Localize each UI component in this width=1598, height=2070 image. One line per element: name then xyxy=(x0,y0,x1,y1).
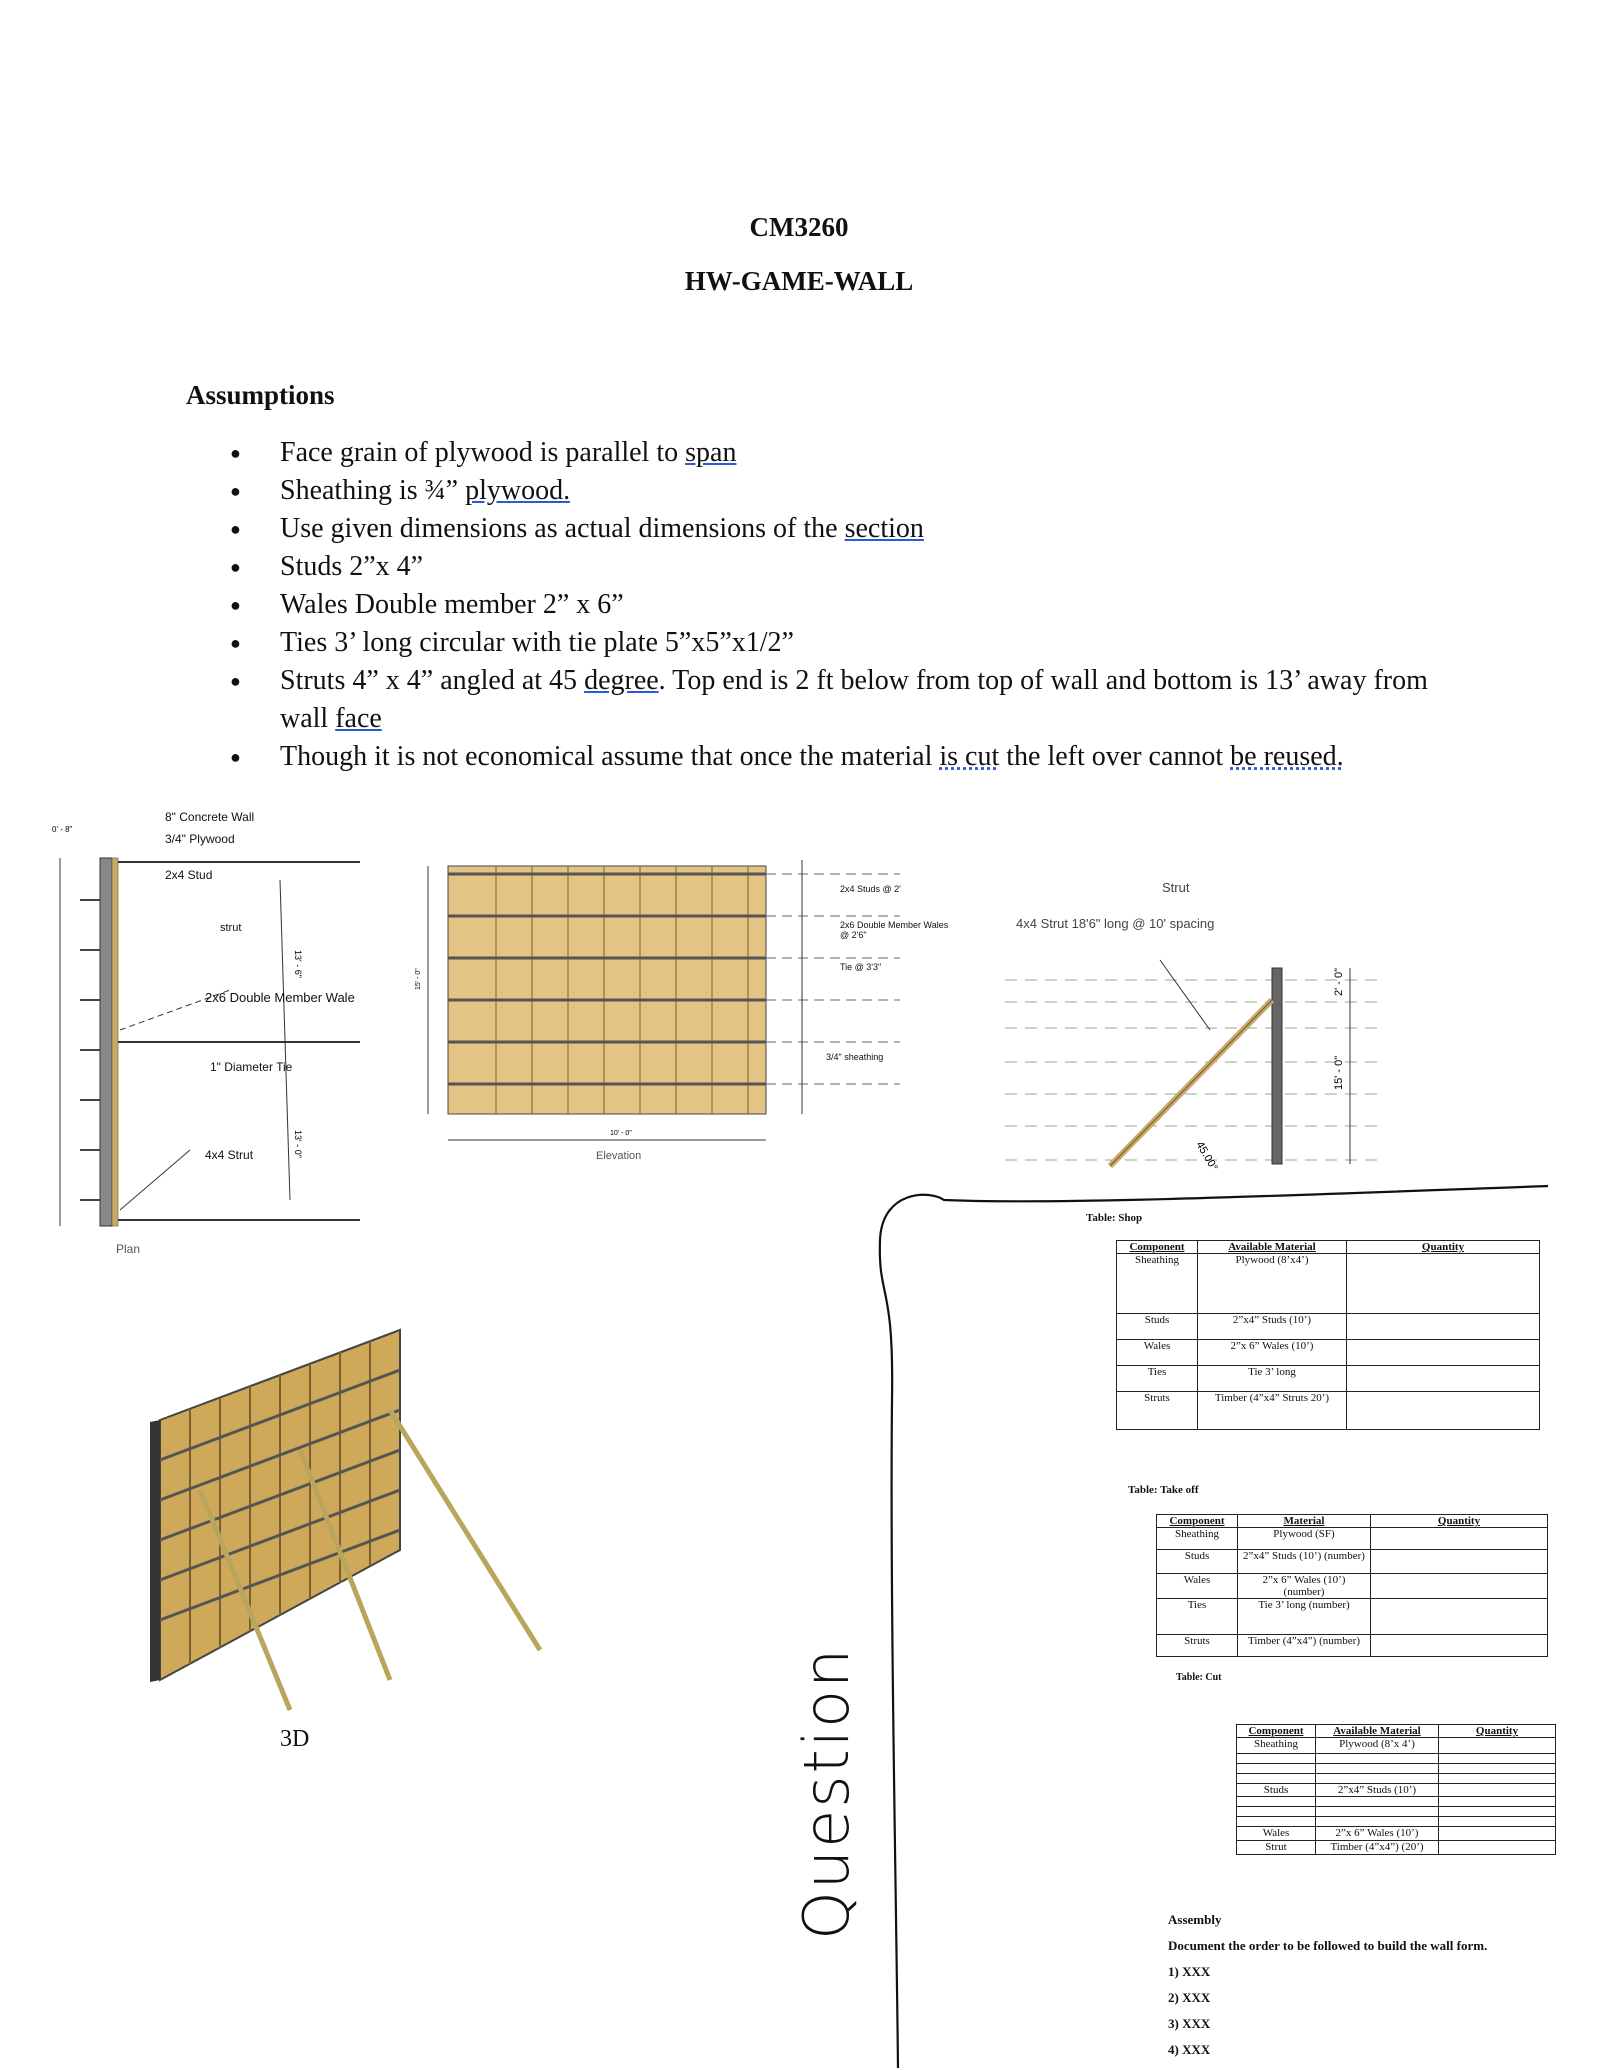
table-row xyxy=(1237,1797,1556,1807)
plan-label-wale: 2x6 Double Member Wale xyxy=(205,990,355,1005)
table-row: Sheathing Plywood (8’x 4’) xyxy=(1237,1738,1556,1754)
table-row xyxy=(1237,1807,1556,1817)
cut-table xyxy=(1236,1724,1556,1855)
assembly-step: 4) XXX xyxy=(1168,2042,1211,2057)
strut-dim-text: 2' - 0" xyxy=(1333,967,1345,996)
table-row xyxy=(1237,1817,1556,1827)
takeoff-table-caption: Table: Take off xyxy=(1128,1484,1199,1496)
assumption-item: ● Though it is not economical assume that once the material is cut the left over cannot be reused. xyxy=(230,738,1430,776)
elevation-label-wales: 2x6 Double Member Wales @ 2'6" xyxy=(840,920,949,940)
elevation-label-sheathing: 3/4" sheathing xyxy=(826,1052,884,1062)
takeoff-header: Material xyxy=(1238,1515,1371,1528)
elevation-caption: Elevation xyxy=(596,1150,642,1162)
assumptions-heading: Assumptions xyxy=(186,380,335,410)
assumption-item: ● Struts 4” x 4” angled at 45 degree. Top end is 2 ft below from top of wall and bottom is 13’ away from wall face xyxy=(230,662,1430,738)
table-row: Ties Tie 3’ long xyxy=(1117,1366,1540,1392)
assumption-item: ● Use given dimensions as actual dimensions of the section xyxy=(230,510,1430,548)
elevation-label-tie: Tie @ 3'3" xyxy=(840,962,882,972)
plan-dim-text: 0' - 8" xyxy=(52,825,73,834)
strut-dim-text: 15' - 0" xyxy=(1333,1055,1345,1090)
table-row: Sheathing Plywood (8’x4’) xyxy=(1117,1254,1540,1314)
takeoff-header: Quantity xyxy=(1371,1515,1548,1528)
plan-caption: Plan xyxy=(116,1242,141,1256)
table-row: Studs 2”x4” Studs (10’) xyxy=(1117,1314,1540,1340)
assumption-item: ● Face grain of plywood is parallel to span xyxy=(230,434,1430,472)
plan-label-strut: strut xyxy=(220,922,242,934)
plan-dim-text: 13' - 6" xyxy=(293,950,303,978)
assumption-item: ● Studs 2”x 4” xyxy=(230,548,1430,586)
assumption-item: ● Ties 3’ long circular with tie plate 5”x5”x1/2” xyxy=(230,624,1430,662)
table-row: Strut Timber (4”x4”) (20’) xyxy=(1237,1841,1556,1855)
shop-table xyxy=(1116,1240,1540,1430)
table-row: Wales 2”x 6” Wales (10’) xyxy=(1117,1340,1540,1366)
shop-table-caption: Table: Shop xyxy=(1086,1212,1143,1224)
document-title: HW-GAME-WALL xyxy=(684,266,914,296)
assembly-instruction: Document the order to be followed to build the wall form. xyxy=(1168,1938,1488,1953)
cut-header: Available Material xyxy=(1316,1725,1439,1738)
elevation-dim-text: 10' - 0" xyxy=(610,1130,632,1137)
table-row: Struts Timber (4”x4”) (number) xyxy=(1157,1635,1548,1657)
table-row: Sheathing Plywood (SF) xyxy=(1157,1528,1548,1550)
assembly-step: 2) XXX xyxy=(1168,1990,1211,2005)
table-row: Studs 2”x4” Studs (10’) xyxy=(1237,1784,1556,1797)
cut-header: Quantity xyxy=(1439,1725,1556,1738)
plan-label-tie: 1" Diameter Tie xyxy=(210,1060,293,1074)
handwritten-question: Question xyxy=(790,1646,863,1940)
table-row: Struts Timber (4”x4” Struts 20’) xyxy=(1117,1392,1540,1430)
assembly-step: 3) XXX xyxy=(1168,2016,1211,2031)
plan-label-stud: 2x4 Stud xyxy=(165,868,213,882)
shop-header: Component xyxy=(1117,1241,1198,1254)
table-row: Wales 2”x 6” Wales (10’) xyxy=(1237,1827,1556,1841)
table-row: Ties Tie 3’ long (number) xyxy=(1157,1599,1548,1635)
table-row xyxy=(1237,1774,1556,1784)
cut-header: Component xyxy=(1237,1725,1316,1738)
elevation-label-studs: 2x4 Studs @ 2' xyxy=(840,884,901,894)
strut-title: Strut xyxy=(1162,880,1190,895)
strut-note: 4x4 Strut 18'6" long @ 10' spacing xyxy=(1016,916,1215,931)
assembly-step: 1) XXX xyxy=(1168,1964,1211,1979)
plan-label-plywood: 3/4" Plywood xyxy=(165,832,235,846)
table-row: Studs 2”x4” Studs (10’) (number) xyxy=(1157,1550,1548,1574)
strut-angle: 45.00° xyxy=(1193,1139,1220,1174)
plan-label-concrete: 8" Concrete Wall xyxy=(165,810,255,824)
shop-header: Available Material xyxy=(1198,1241,1347,1254)
table-row xyxy=(1237,1754,1556,1764)
takeoff-header: Component xyxy=(1157,1515,1238,1528)
shop-header: Quantity xyxy=(1347,1241,1540,1254)
takeoff-table xyxy=(1156,1514,1548,1657)
course-code: CM3260 xyxy=(749,212,849,242)
table-row: Wales 2”x 6” Wales (10’) (number) xyxy=(1157,1574,1548,1599)
assembly-heading: Assembly xyxy=(1168,1912,1222,1927)
assumption-item: ● Sheathing is ¾” plywood. xyxy=(230,472,1430,510)
cut-table-caption: Table: Cut xyxy=(1176,1672,1222,1683)
plan-label-4x4-strut: 4x4 Strut xyxy=(205,1148,254,1162)
assumption-item: ● Wales Double member 2” x 6” xyxy=(230,586,1430,624)
iso-caption: 3D xyxy=(280,1726,310,1752)
elevation-dim-text: 15' - 0" xyxy=(415,968,422,990)
plan-dim-text: 13' - 0" xyxy=(293,1130,303,1158)
table-row xyxy=(1237,1764,1556,1774)
